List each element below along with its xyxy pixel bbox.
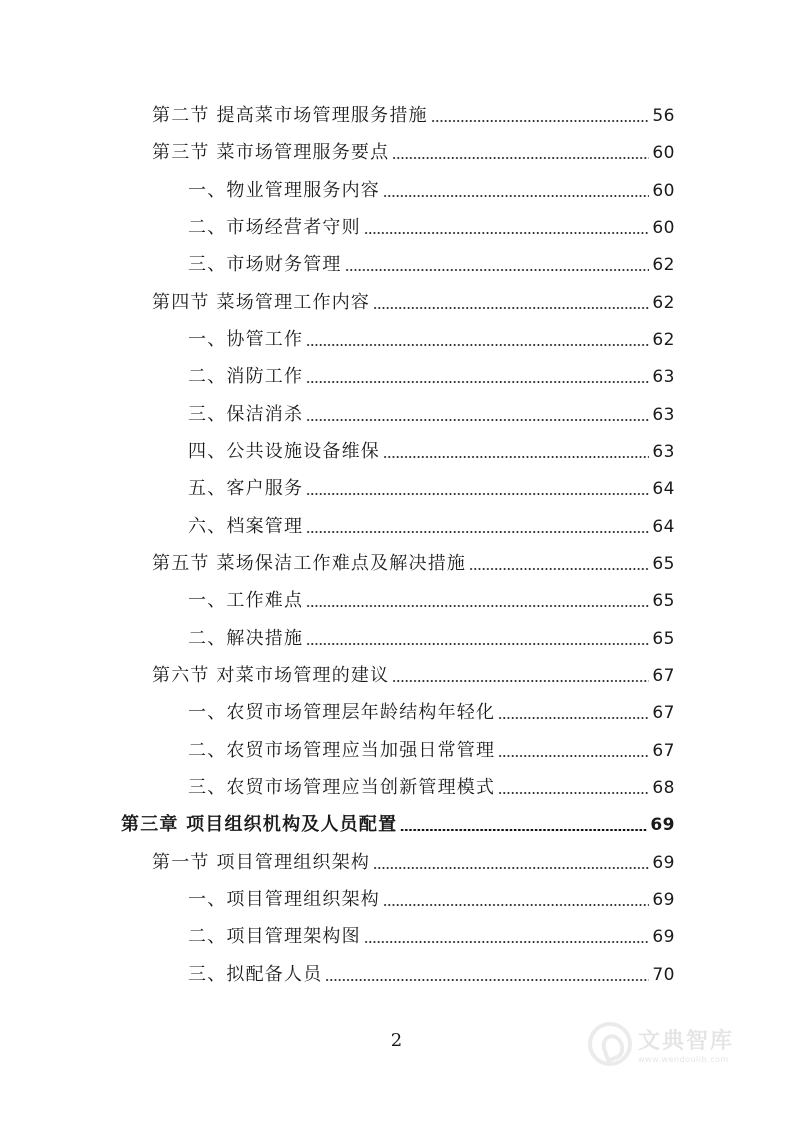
toc-entry-page: 67 xyxy=(652,741,675,761)
toc-entry[interactable] xyxy=(152,549,675,579)
toc-entry-label: 第三节 菜市场管理服务要点 xyxy=(152,142,390,163)
dot-leader xyxy=(392,680,649,682)
dot-leader xyxy=(364,232,650,234)
toc-entry-label: 第一节 项目管理组织架构 xyxy=(152,852,371,873)
watermark-url: www.wendoulib.com xyxy=(638,1055,729,1064)
toc-entry[interactable] xyxy=(152,848,675,878)
dot-leader xyxy=(373,307,649,309)
dot-leader xyxy=(498,717,649,719)
toc-entry[interactable] xyxy=(188,624,675,654)
toc-entry-page: 65 xyxy=(652,629,675,649)
toc-entry-label: 一、物业管理服务内容 xyxy=(188,180,380,201)
toc-entry-label: 二、农贸市场管理应当加强日常管理 xyxy=(188,740,496,761)
toc-entry-page: 62 xyxy=(652,293,675,313)
toc-entry-label: 三、拟配备人员 xyxy=(188,964,323,985)
dot-leader xyxy=(345,269,650,271)
toc-entry-label: 三、农贸市场管理应当创新管理模式 xyxy=(188,777,496,798)
toc-entry-page: 60 xyxy=(652,143,675,163)
toc-entry[interactable] xyxy=(188,512,675,542)
toc-entry-label: 二、项目管理架构图 xyxy=(188,926,361,947)
dot-leader xyxy=(325,979,649,981)
dot-leader xyxy=(431,120,650,122)
toc-entry-label: 三、市场财务管理 xyxy=(188,254,342,275)
toc-entry[interactable] xyxy=(188,698,675,728)
toc-entry-label: 一、项目管理组织架构 xyxy=(188,889,380,910)
toc-entry-page: 64 xyxy=(652,517,675,537)
toc-entry-page: 62 xyxy=(652,330,675,350)
dot-leader xyxy=(400,828,647,831)
toc-entry[interactable] xyxy=(188,437,675,467)
toc-entry-page: 64 xyxy=(652,479,675,499)
toc-entry-label: 第三章 项目组织机构及人员配置 xyxy=(121,814,398,835)
toc-entry-page: 62 xyxy=(652,255,675,275)
toc-entry[interactable] xyxy=(152,138,675,168)
toc-entry[interactable] xyxy=(188,474,675,504)
toc-entry-label: 第四节 菜场管理工作内容 xyxy=(152,292,371,313)
toc-entry-label: 第五节 菜场保洁工作难点及解决措施 xyxy=(152,553,467,574)
toc-entry-page: 67 xyxy=(652,703,675,723)
toc-entry[interactable] xyxy=(188,250,675,280)
dot-leader xyxy=(383,195,649,197)
watermark-title: 文典智库 xyxy=(638,1029,735,1054)
dot-leader xyxy=(306,344,649,346)
dot-leader xyxy=(383,456,649,458)
dot-leader xyxy=(306,605,649,607)
dot-leader xyxy=(306,643,649,645)
toc-entry-label: 一、农贸市场管理层年龄结构年轻化 xyxy=(188,702,496,723)
toc-entry-page: 65 xyxy=(652,554,675,574)
dot-leader xyxy=(306,381,649,383)
toc-entry-page: 67 xyxy=(652,666,675,686)
toc-chapter-entry[interactable] xyxy=(121,810,675,840)
toc-entry-page: 63 xyxy=(652,367,675,387)
toc-entry[interactable] xyxy=(152,661,675,691)
dot-leader xyxy=(498,755,649,757)
watermark-logo-icon xyxy=(588,1022,632,1066)
toc-entry[interactable] xyxy=(152,101,675,131)
dot-leader xyxy=(498,792,649,794)
dot-leader xyxy=(364,941,650,943)
toc-entry[interactable] xyxy=(188,773,675,803)
toc-entry[interactable] xyxy=(188,960,675,990)
toc-entry-label: 第二节 提高菜市场管理服务措施 xyxy=(152,105,428,126)
toc-entry-label: 一、协管工作 xyxy=(188,329,304,350)
toc-entry[interactable] xyxy=(188,176,675,206)
toc-entry-page: 63 xyxy=(652,405,675,425)
dot-leader xyxy=(306,531,649,533)
toc-entry-page: 65 xyxy=(652,591,675,611)
toc-entry[interactable] xyxy=(188,922,675,952)
toc-entry-label: 四、公共设施设备维保 xyxy=(188,441,380,462)
toc-entry-page: 63 xyxy=(652,442,675,462)
toc-entry-page: 69 xyxy=(652,853,675,873)
toc-entry-page: 60 xyxy=(652,181,675,201)
toc-entry-page: 69 xyxy=(650,815,675,835)
watermark xyxy=(588,1022,734,1066)
toc-entry-label: 六、档案管理 xyxy=(188,516,304,537)
toc-entry-label: 五、客户服务 xyxy=(188,478,304,499)
dot-leader xyxy=(306,493,649,495)
toc-entry-label: 一、工作难点 xyxy=(188,590,304,611)
toc-entry-label: 第六节 对菜市场管理的建议 xyxy=(152,665,390,686)
toc-entry-label: 二、消防工作 xyxy=(188,366,304,387)
toc-entry-label: 三、保洁消杀 xyxy=(188,404,304,425)
toc-entry[interactable] xyxy=(188,885,675,915)
toc-entry-page: 56 xyxy=(652,106,675,126)
dot-leader xyxy=(469,568,649,570)
toc-entry[interactable] xyxy=(188,213,675,243)
toc-entry-label: 二、市场经营者守则 xyxy=(188,217,361,238)
toc-entry-page: 70 xyxy=(652,965,675,985)
toc-entry-page: 69 xyxy=(652,927,675,947)
toc-entry-page: 69 xyxy=(652,890,675,910)
toc-entry[interactable] xyxy=(188,400,675,430)
toc-entry[interactable] xyxy=(152,288,675,318)
toc-entry[interactable] xyxy=(188,736,675,766)
dot-leader xyxy=(373,867,649,869)
toc-entry[interactable] xyxy=(188,586,675,616)
toc-entry-page: 60 xyxy=(652,218,675,238)
toc-entry-label: 二、解决措施 xyxy=(188,628,304,649)
page-number: 2 xyxy=(390,1030,403,1051)
dot-leader xyxy=(306,419,649,421)
toc-entry[interactable] xyxy=(188,325,675,355)
dot-leader xyxy=(392,157,649,159)
toc-entry[interactable] xyxy=(188,362,675,392)
dot-leader xyxy=(383,904,649,906)
toc-entry-page: 68 xyxy=(652,778,675,798)
watermark-text xyxy=(638,1024,734,1064)
